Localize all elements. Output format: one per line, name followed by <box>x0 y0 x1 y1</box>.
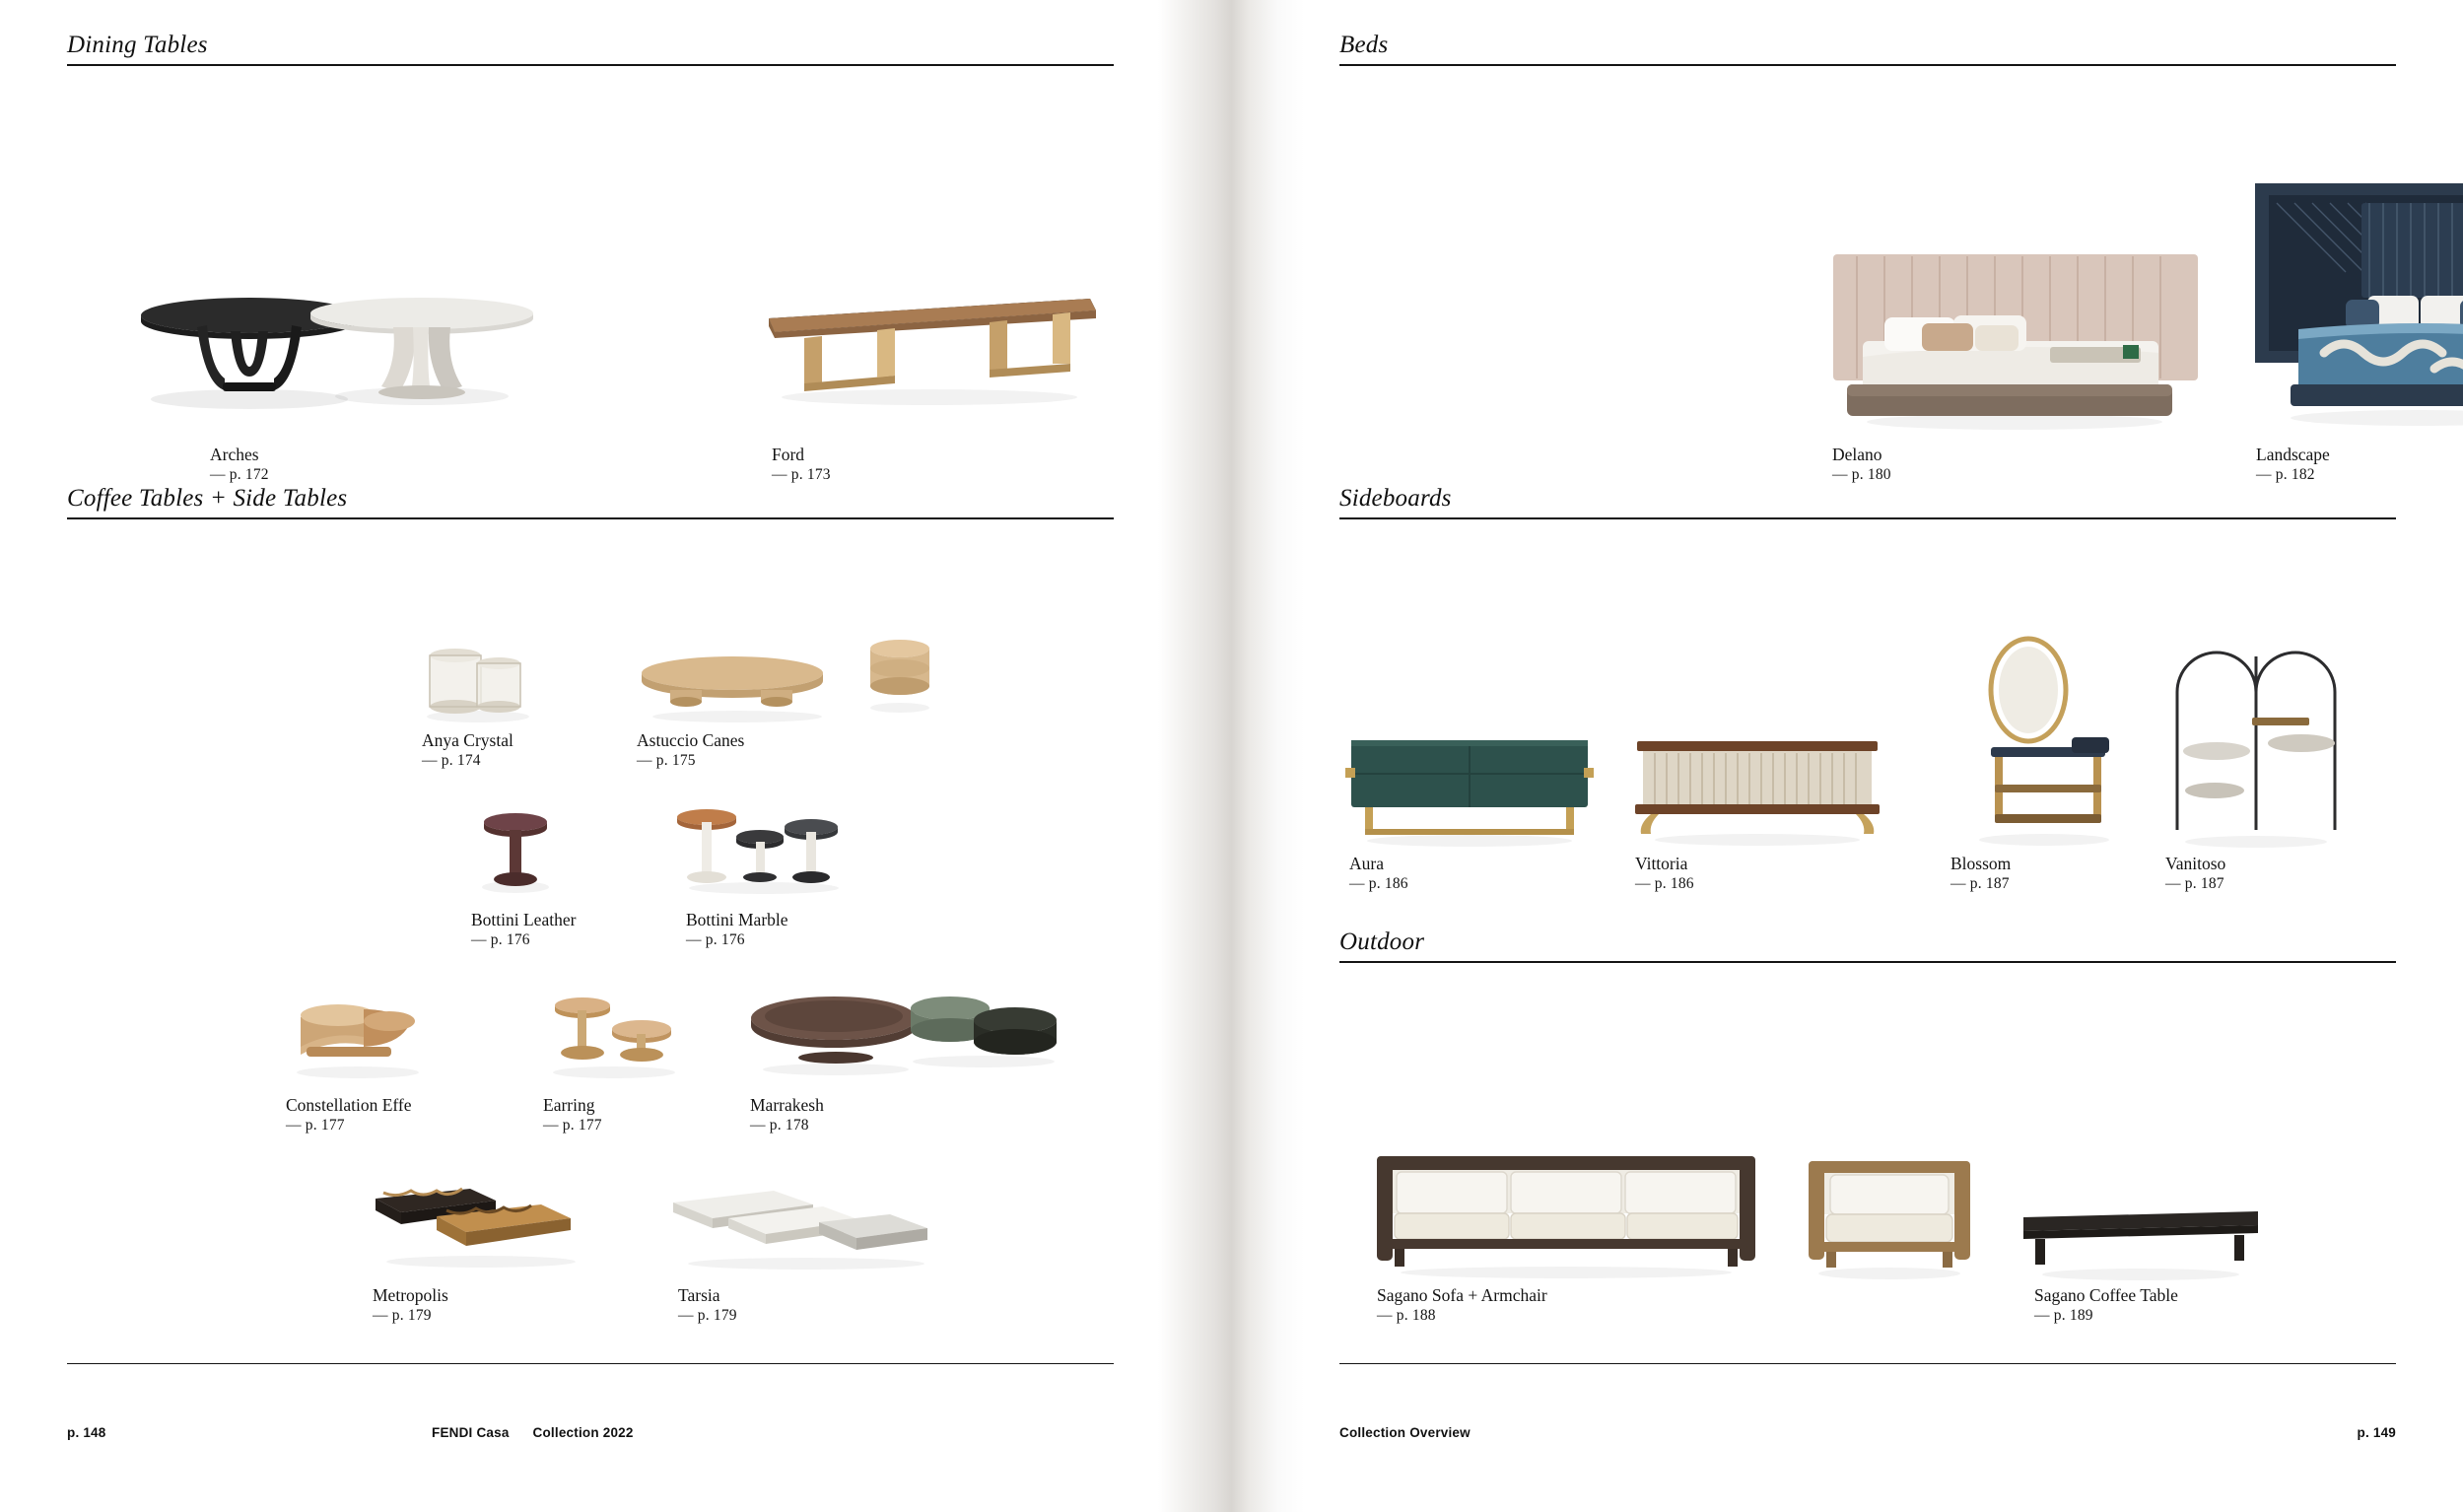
product-image-astuccio-canes <box>639 636 836 724</box>
book-gutter <box>1158 0 1305 1512</box>
product-image-landscape <box>2251 179 2463 431</box>
item-name: Aura <box>1349 854 1384 873</box>
section-divider <box>1339 32 2396 66</box>
page-bottom-rule <box>67 1363 1114 1364</box>
section-coffee-tables <box>67 485 1114 519</box>
left-page <box>0 0 1158 1512</box>
caption-vittoria <box>1635 853 1694 894</box>
item-page: — p. 179 <box>373 1307 432 1325</box>
item-page: — p. 175 <box>637 752 696 770</box>
caption-bottini-leather <box>471 909 576 950</box>
item-name: Tarsia <box>678 1285 720 1305</box>
item-page: — p. 187 <box>2165 875 2224 893</box>
item-name: Constellation Effe <box>286 1095 412 1115</box>
item-name: Ford <box>772 445 805 464</box>
section-title-coffee-tables: Coffee Tables + Side Tables <box>67 485 348 512</box>
page-bottom-rule <box>1339 1363 2396 1364</box>
caption-ford <box>772 444 831 485</box>
caption-arches <box>210 444 269 485</box>
item-page: — p. 176 <box>471 931 530 949</box>
footer-page-number: p. 148 <box>67 1425 106 1440</box>
item-name: Delano <box>1832 445 1882 464</box>
footer-collection: Collection 2022 <box>532 1425 634 1440</box>
caption-constellation-effe <box>286 1094 412 1135</box>
caption-vanitoso <box>2165 853 2225 894</box>
product-image-astuccio-side-cube <box>860 631 939 715</box>
product-image-ford <box>757 281 1102 409</box>
right-page <box>1305 0 2463 1512</box>
item-page: — p. 188 <box>1377 1307 1436 1325</box>
section-divider <box>1339 485 2396 519</box>
product-image-metropolis <box>368 1171 594 1270</box>
item-name: Anya Crystal <box>422 730 513 750</box>
footer-center <box>432 1425 634 1440</box>
caption-earring <box>543 1094 602 1135</box>
item-page: — p. 173 <box>772 466 831 484</box>
section-sideboards <box>1339 485 2396 519</box>
caption-delano <box>1832 444 1891 485</box>
caption-sagano-coffee-table <box>2034 1284 2178 1326</box>
product-image-delano <box>1827 246 2202 434</box>
item-page: — p. 177 <box>543 1117 602 1134</box>
item-page: — p. 174 <box>422 752 481 770</box>
item-name: Bottini Leather <box>471 910 577 929</box>
item-name: Earring <box>543 1095 595 1115</box>
item-page: — p. 179 <box>678 1307 737 1325</box>
caption-metropolis <box>373 1284 448 1326</box>
caption-aura <box>1349 853 1408 894</box>
section-title-dining-tables: Dining Tables <box>67 32 208 58</box>
item-name: Landscape <box>2256 445 2330 464</box>
item-page: — p. 176 <box>686 931 745 949</box>
section-dining-tables <box>67 32 1114 66</box>
item-page: — p. 186 <box>1635 875 1694 893</box>
product-image-anya-crystal <box>414 636 542 724</box>
caption-landscape <box>2256 444 2330 485</box>
product-image-bottini-marble <box>673 793 855 897</box>
caption-blossom <box>1950 853 2011 894</box>
product-image-constellation-effe <box>279 986 437 1079</box>
product-image-blossom <box>1955 631 2133 848</box>
item-page: — p. 172 <box>210 466 269 484</box>
product-image-earring <box>535 986 693 1079</box>
product-image-sagano-armchair <box>1801 1155 1978 1281</box>
item-page: — p. 182 <box>2256 466 2315 484</box>
section-divider <box>1339 928 2396 963</box>
product-image-vittoria <box>1627 729 1888 848</box>
caption-astuccio-canes <box>637 729 744 771</box>
item-name: Sagano Sofa + Armchair <box>1377 1285 1547 1305</box>
product-image-sagano-sofa <box>1369 1148 1763 1281</box>
section-divider <box>67 485 1114 519</box>
product-image-sagano-coffee-table <box>2018 1198 2264 1281</box>
item-page: — p. 178 <box>750 1117 809 1134</box>
item-name: Vittoria <box>1635 854 1688 873</box>
caption-anya-crystal <box>422 729 513 771</box>
item-page: — p. 186 <box>1349 875 1408 893</box>
section-outdoor <box>1339 928 2396 963</box>
item-name: Marrakesh <box>750 1095 824 1115</box>
section-divider <box>67 32 1114 66</box>
caption-sagano-sofa-armchair <box>1377 1284 1547 1326</box>
product-image-bottini-leather <box>461 800 570 894</box>
item-name: Astuccio Canes <box>637 730 745 750</box>
item-name: Blossom <box>1950 854 2012 873</box>
footer-page-number: p. 149 <box>2357 1425 2396 1440</box>
item-name: Arches <box>210 445 259 464</box>
section-title-beds: Beds <box>1339 32 1389 58</box>
section-title-sideboards: Sideboards <box>1339 485 1452 512</box>
section-title-outdoor: Outdoor <box>1339 928 1425 955</box>
item-page: — p. 180 <box>1832 466 1891 484</box>
item-page: — p. 189 <box>2034 1307 2093 1325</box>
item-page: — p. 187 <box>1950 875 2010 893</box>
footer-brand: FENDI Casa <box>432 1425 510 1440</box>
caption-marrakesh <box>750 1094 824 1135</box>
item-page: — p. 177 <box>286 1117 345 1134</box>
item-name: Bottini Marble <box>686 910 788 929</box>
footer-label: Collection Overview <box>1339 1425 1471 1440</box>
product-image-dining-table-marble <box>308 284 535 412</box>
item-name: Vanitoso <box>2165 854 2226 873</box>
product-image-vanitoso <box>2157 623 2355 850</box>
product-image-aura <box>1339 724 1601 848</box>
section-beds <box>1339 32 2396 66</box>
caption-tarsia <box>678 1284 737 1326</box>
item-name: Sagano Coffee Table <box>2034 1285 2178 1305</box>
product-image-marrakesh-poufs <box>895 981 1072 1069</box>
product-image-tarsia <box>663 1173 949 1271</box>
caption-bottini-marble <box>686 909 788 950</box>
item-name: Metropolis <box>373 1285 448 1305</box>
